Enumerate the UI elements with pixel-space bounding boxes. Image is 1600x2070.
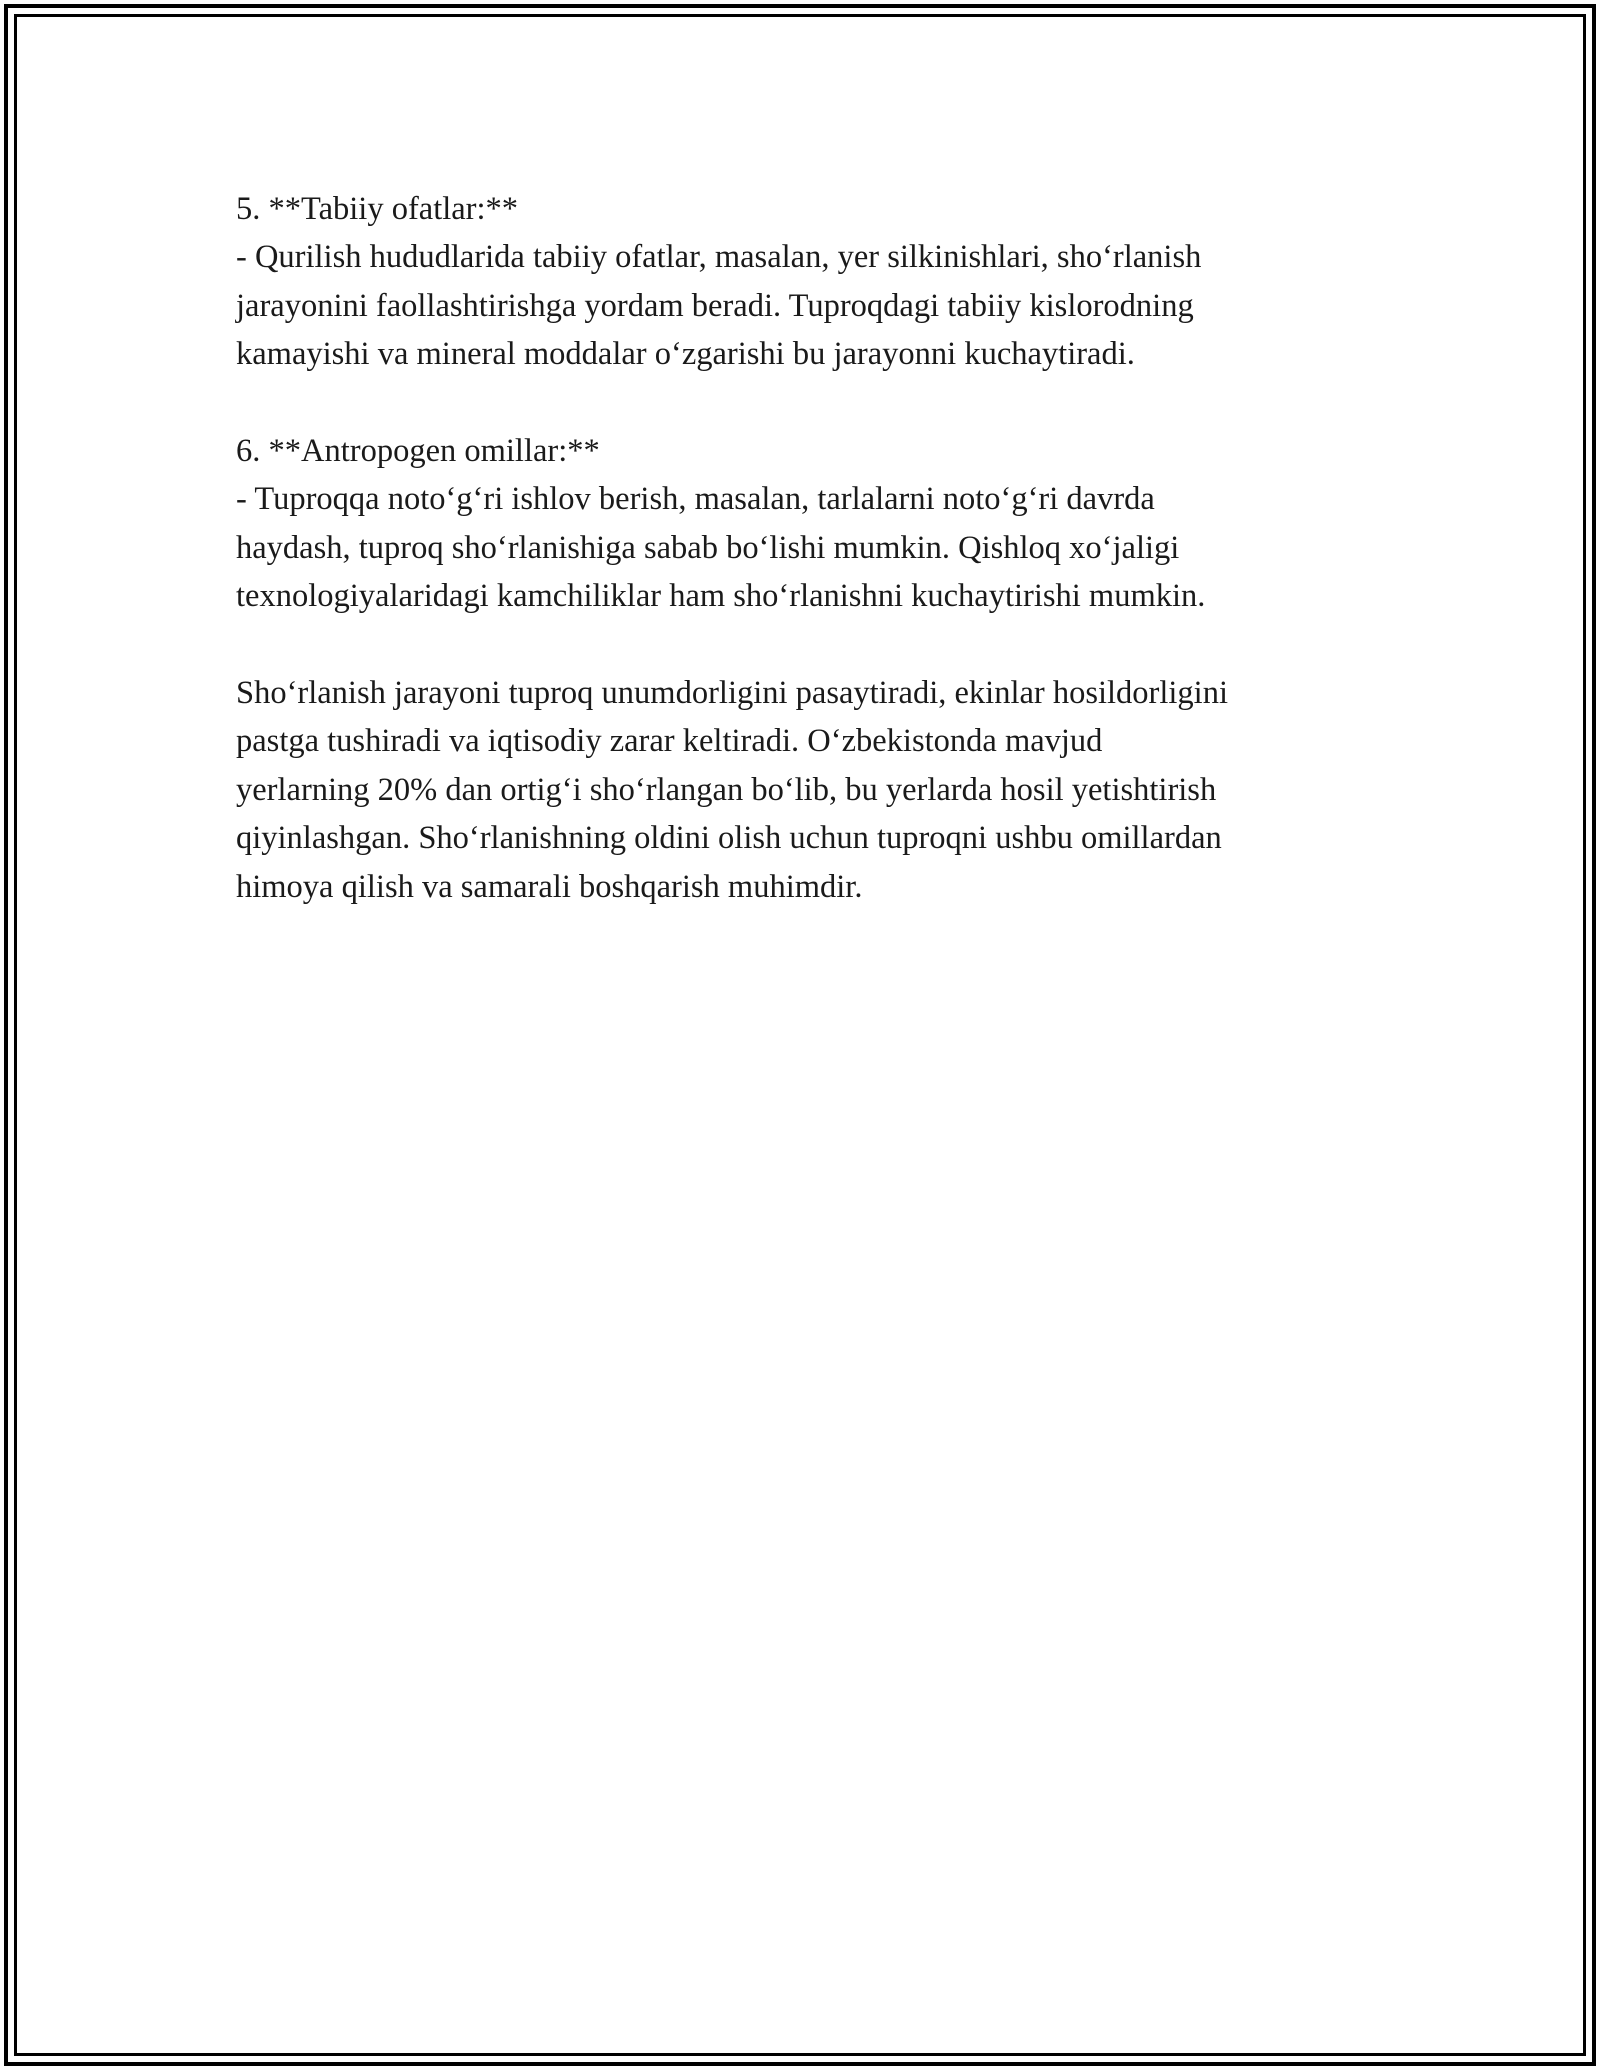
document-body [236, 185, 1376, 911]
section-paragraph: - Qurilish hududlarida tabiiy ofatlar, masalan, yer silkinishlari, sho‘rlanish jarayonini faollashtirishga yordam beradi. Tuproqdagi tabiiy kislorodning kamayishi va mineral moddalar o‘zgarishi bu jarayonni kuchaytiradi. [236, 239, 1202, 373]
section-heading: 5. **Tabiiy ofatlar:** [236, 191, 519, 227]
section-paragraph: - Tuproqqa noto‘g‘ri ishlov berish, masalan, tarlalarni noto‘g‘ri davrda haydash, tuproq sho‘rlanishiga sabab bo‘lishi mumkin. Qishloq xo‘jaligi texnologiyalaridagi kamchiliklar ham sho‘rlanishni kuchaytirishi mumkin. [236, 481, 1206, 615]
section-natural-disasters [236, 185, 1376, 379]
section-anthropogenic-factors [236, 427, 1376, 621]
conclusion-paragraph: Sho‘rlanish jarayoni tuproq unumdorligini pasaytiradi, ekinlar hosildorligini pastga tushiradi va iqtisodiy zarar keltiradi. O‘zbekistonda mavjud yerlarning 20% dan ortig‘i sho‘rlangan bo‘lib, bu yerlarda hosil yetishtirish qiyinlashgan. Sho‘rlanishning oldini olish uchun tuproqni ushbu omillardan himoya qilish va samarali boshqarish muhimdir. [236, 675, 1228, 905]
section-heading: 6. **Antropogen omillar:** [236, 433, 600, 470]
